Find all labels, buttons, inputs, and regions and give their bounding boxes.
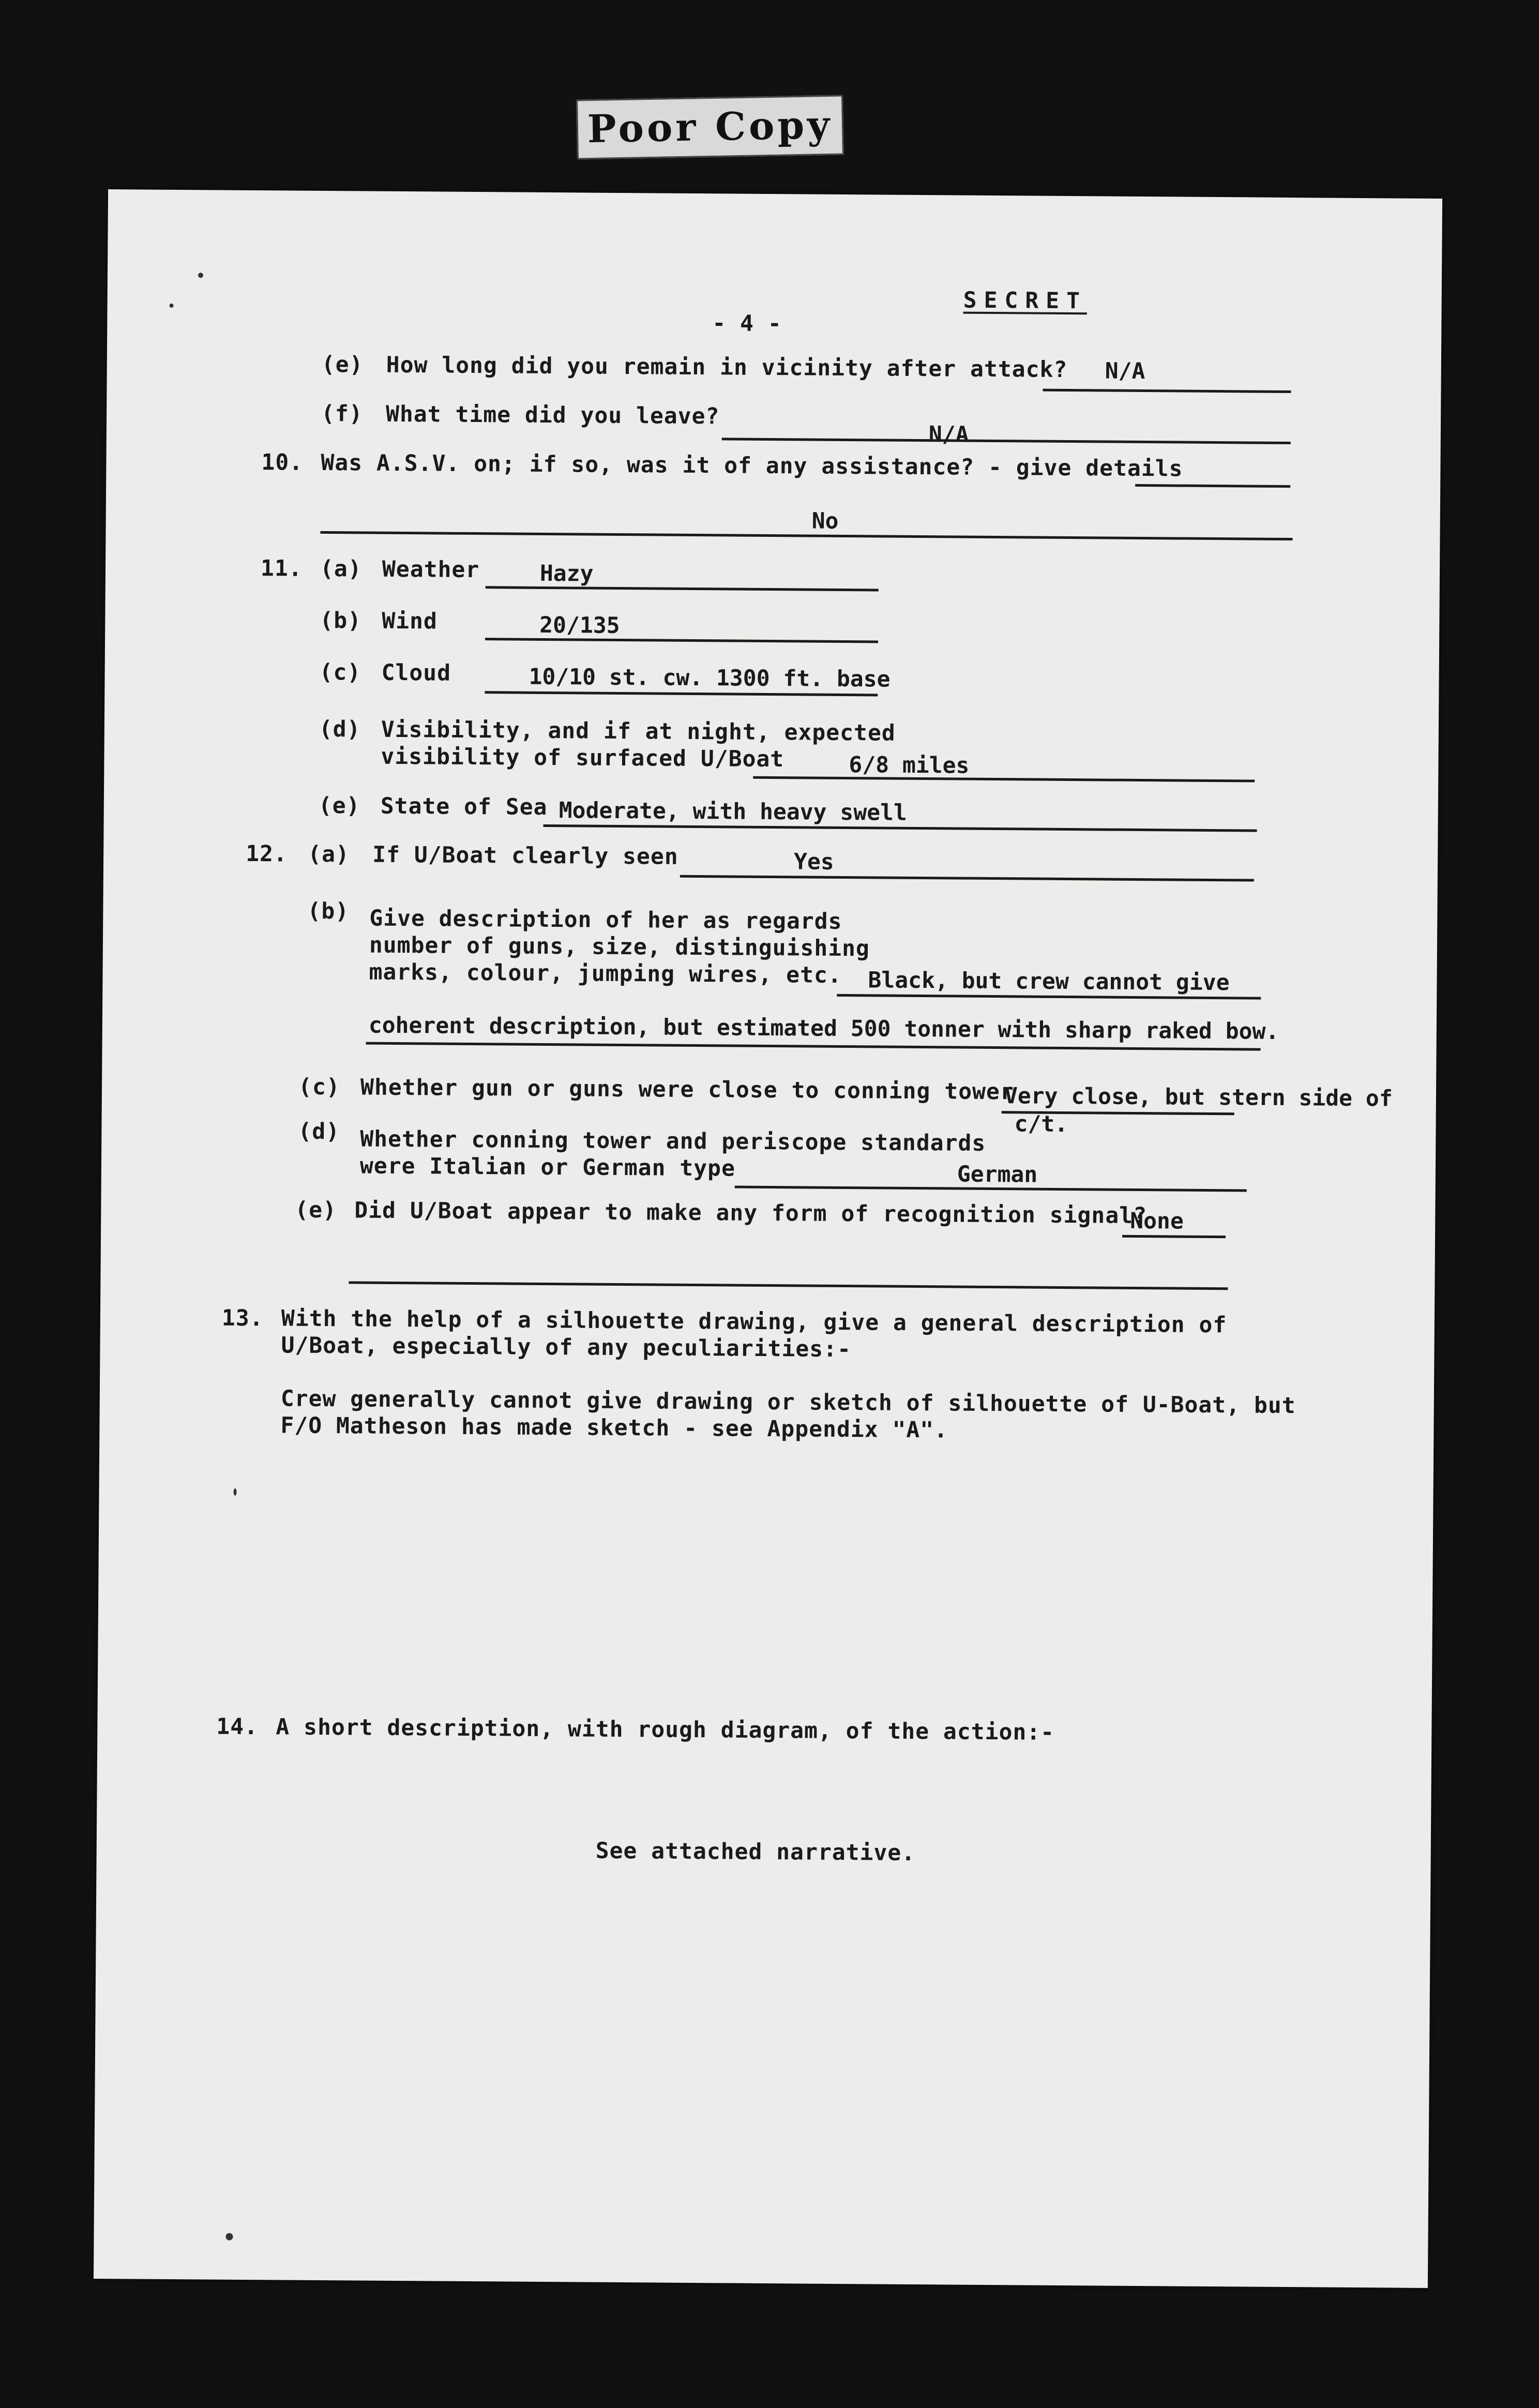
q9f-answer: N/A bbox=[928, 422, 969, 448]
q10-answer: No bbox=[811, 508, 839, 534]
q12a-answer: Yes bbox=[793, 849, 834, 875]
q12d-line2: were Italian or German type bbox=[359, 1153, 736, 1182]
q12a-answer-line bbox=[680, 875, 1254, 882]
q11d-answer-line bbox=[753, 776, 1255, 782]
q12b-letter: (b) bbox=[307, 898, 350, 925]
q12b-line3: marks, colour, jumping wires, etc. bbox=[369, 959, 842, 988]
q10-number: 10. bbox=[261, 449, 304, 476]
paper-speck bbox=[225, 2233, 233, 2240]
q12e-answer: None bbox=[1130, 1208, 1184, 1235]
q11c-label: Cloud bbox=[381, 659, 451, 686]
page-number: - 4 - bbox=[712, 310, 782, 337]
q11b-label: Wind bbox=[382, 608, 438, 635]
q11c-answer-line bbox=[485, 691, 878, 696]
q9e-answer: N/A bbox=[1105, 358, 1145, 385]
q11c-answer: 10/10 st. cw. 1300 ft. base bbox=[529, 664, 891, 693]
poor-copy-label: Poor Copy bbox=[576, 95, 844, 160]
q11a-label: Weather bbox=[382, 556, 480, 583]
q12b-answer-2: coherent description, but estimated 500 tonner with sharp raked bow. bbox=[368, 1012, 1279, 1045]
q9f-letter: (f) bbox=[321, 400, 363, 427]
q11d-line2: visibility of surfaced U/Boat bbox=[381, 743, 784, 773]
q11d-line1: Visibility, and if at night, expected bbox=[381, 716, 896, 746]
q11-number: 11. bbox=[260, 555, 303, 582]
paper-speck bbox=[170, 304, 174, 308]
q13-answer-1: Crew generally cannot give drawing or sketch of silhouette of U-Boat, but bbox=[280, 1386, 1296, 1419]
classification-marking: SECRET bbox=[963, 287, 1088, 314]
q9e-question: How long did you remain in vicinity after attack? bbox=[386, 352, 1068, 383]
q14-answer: See attached narrative. bbox=[595, 1838, 916, 1867]
q12a-letter: (a) bbox=[307, 841, 350, 868]
q14-question: A short description, with rough diagram, of the action:- bbox=[276, 1714, 1055, 1745]
q11c-letter: (c) bbox=[319, 659, 361, 686]
q14-number: 14. bbox=[216, 1713, 259, 1740]
q12c-letter: (c) bbox=[298, 1074, 340, 1101]
q10-question: Was A.S.V. on; if so, was it of any assistance? - give details bbox=[321, 449, 1183, 482]
q12c-label: Whether gun or guns were close to conning tower bbox=[360, 1074, 1014, 1105]
paper-speck bbox=[198, 273, 203, 278]
q11b-answer: 20/135 bbox=[539, 612, 620, 639]
q11e-letter: (e) bbox=[318, 792, 360, 819]
q9e-letter: (e) bbox=[321, 351, 364, 378]
q12d-answer: German bbox=[957, 1161, 1038, 1188]
q12b-line2: number of guns, size, distinguishing bbox=[369, 932, 870, 962]
q13-line1: With the help of a silhouette drawing, give a general description of bbox=[281, 1305, 1227, 1338]
q12b-line1: Give description of her as regards bbox=[369, 905, 842, 935]
q12d-line1: Whether conning tower and periscope standards bbox=[360, 1126, 986, 1156]
q11d-answer: 6/8 miles bbox=[849, 752, 970, 779]
q12e-letter: (e) bbox=[295, 1197, 337, 1224]
q9f-answer-line bbox=[722, 438, 1291, 444]
q12-number: 12. bbox=[245, 840, 288, 867]
q11a-answer-line bbox=[486, 586, 879, 591]
q11b-letter: (b) bbox=[320, 607, 362, 634]
q12a-label: If U/Boat clearly seen bbox=[372, 841, 678, 870]
q12e-label: Did U/Boat appear to make any form of recognition signal? bbox=[354, 1197, 1148, 1229]
q11a-letter: (a) bbox=[320, 555, 362, 582]
q12b-answer-1: Black, but crew cannot give bbox=[868, 967, 1230, 996]
q11e-answer: Moderate, with heavy swell bbox=[559, 797, 908, 826]
q11e-label: State of Sea bbox=[380, 793, 548, 821]
document-page bbox=[94, 189, 1442, 2288]
q13-answer-2: F/O Matheson has made sketch - see Appendix "A". bbox=[280, 1412, 948, 1443]
q12d-letter: (d) bbox=[298, 1118, 340, 1145]
q13-number: 13. bbox=[221, 1305, 264, 1332]
q11b-answer-line bbox=[485, 638, 878, 643]
q9f-question: What time did you leave? bbox=[385, 401, 720, 430]
q11d-letter: (d) bbox=[319, 716, 361, 743]
q10-answer-line-1 bbox=[1135, 484, 1290, 488]
q12e-answer-line bbox=[1122, 1235, 1226, 1238]
q12e-answer-line-2 bbox=[349, 1281, 1228, 1290]
q9e-answer-line bbox=[1043, 389, 1291, 393]
paper-speck bbox=[234, 1488, 237, 1496]
q12c-answer-1: Very close, but stern side of bbox=[1004, 1083, 1393, 1112]
q11a-answer: Hazy bbox=[539, 560, 594, 587]
q12c-answer-2: c/t. bbox=[1014, 1111, 1068, 1138]
q13-line2: U/Boat, especially of any peculiarities:- bbox=[281, 1332, 852, 1363]
q10-answer-line-2 bbox=[320, 531, 1292, 540]
